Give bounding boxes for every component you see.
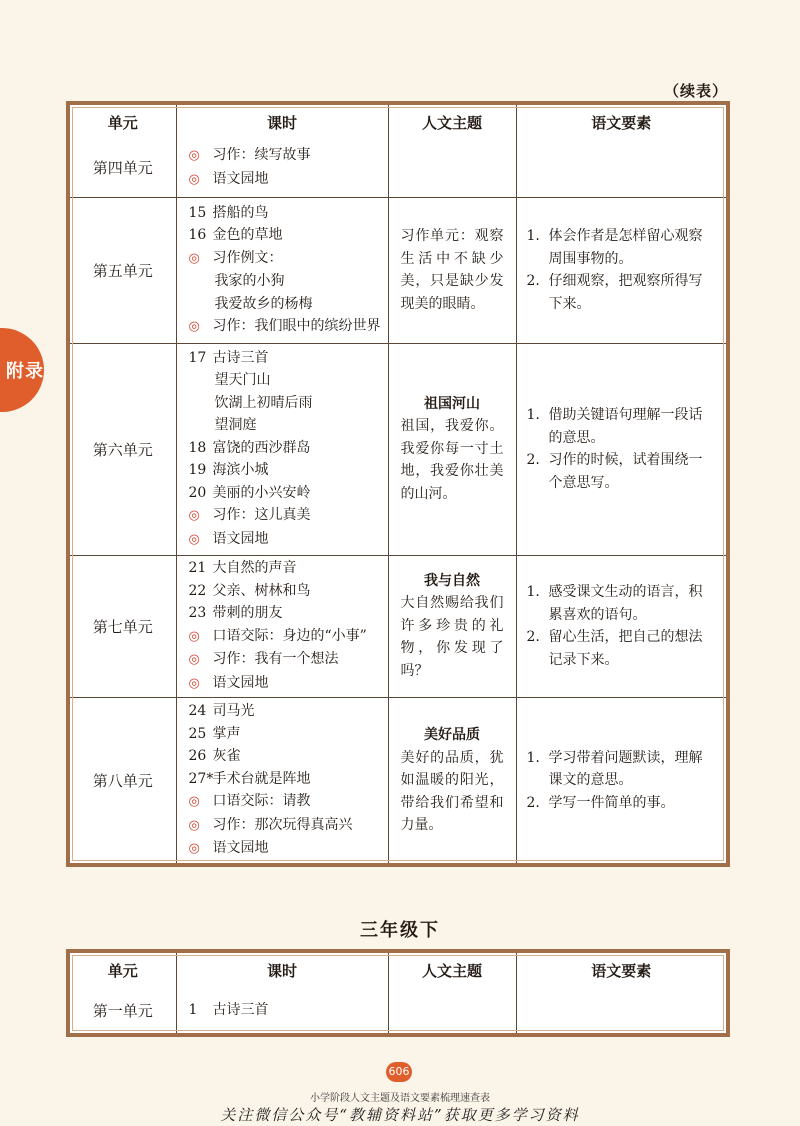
theme-cell [388,197,516,343]
header-theme: 人文主题 [388,953,516,987]
lesson-item [189,504,388,528]
theme-text: 美好的品质，犹如温暖的阳光，带给我们希望和力量。 [400,749,504,833]
page-number: 606 [386,1062,412,1082]
lessons-cell [176,555,388,697]
lesson-number: 16 [188,227,207,243]
bullet-icon: ◎ [188,508,200,524]
lesson-title: 手术台就是阵地 [212,770,311,787]
element-number: 1. [526,584,540,600]
lesson-item [189,482,388,505]
lesson-item [189,459,388,482]
element-item [527,581,717,626]
table-row [70,139,726,197]
lesson-title: 习作：我有一个想法 [212,651,339,667]
curriculum-table-2-frame [66,949,730,1037]
lesson-item [189,202,388,225]
table-header-row [70,105,726,139]
header-unit: 单元 [70,105,176,139]
lesson-title: 习作：我们眼中的缤纷世界 [212,318,381,334]
lesson-number: 27* [188,770,214,787]
lesson-number: 24 [188,703,207,719]
table-row [70,697,726,863]
element-number: 1. [526,407,540,423]
element-number: 2. [526,629,540,645]
lesson-item [189,437,388,460]
element-text: 体会作者是怎样留心观察周围事物的。 [548,228,703,267]
header-elements: 语文要素 [516,105,726,139]
bullet-icon: ◎ [188,171,200,187]
element-number: 1. [526,228,540,244]
header-theme: 人文主题 [388,105,516,139]
table-row [70,987,726,1033]
lesson-number: 19 [188,462,207,479]
lessons-cell [176,343,388,555]
lesson-number: 18 [188,439,207,456]
lesson-item [189,247,388,271]
lesson-title: 搭船的鸟 [212,204,269,221]
continued-label: （续表） [663,82,728,100]
bullet-icon: ◎ [188,250,200,266]
element-text: 留心生活，把自己的想法记录下来。 [548,629,703,668]
element-number: 2. [526,452,540,468]
unit-cell: 第七单元 [70,555,176,697]
bullet-icon: ◎ [188,652,200,667]
unit-cell: 第六单元 [70,343,176,555]
lesson-item [189,790,388,814]
lesson-item [189,672,388,696]
lesson-title: 习作例文： [212,249,283,266]
footer-title: 小学阶段人文主题及语文要素梳理速查表 [310,1093,490,1104]
lessons-cell [176,197,388,343]
lesson-title: 习作：这儿真美 [212,507,311,524]
lesson-item [189,745,388,768]
element-item [527,449,717,494]
lesson-number: 22 [188,582,207,599]
lesson-title: 我家的小狗 [214,273,285,289]
watermark-text: 关注微信公众号“教辅资料站”获取更多学习资料 [220,1106,580,1124]
lesson-item [189,293,388,316]
lesson-title: 大自然的声音 [212,560,297,576]
lesson-item [189,392,388,415]
lesson-title: 父亲、树林和鸟 [212,582,311,599]
bullet-icon: ◎ [188,148,200,164]
bullet-icon: ◎ [188,794,200,809]
lessons-cell [176,987,388,1033]
element-item [527,747,717,792]
element-item [527,270,717,315]
theme-title: 美好品质 [424,727,480,743]
bullet-icon: ◎ [188,531,200,547]
lesson-item [189,315,388,339]
elements-cell [516,987,726,1033]
header-unit: 单元 [70,953,176,987]
elements-cell [516,697,726,863]
theme-text: 大自然赐给我们许多珍贵的礼物，你发现了吗？ [400,595,504,679]
lesson-title: 海滨小城 [212,462,269,479]
unit-cell: 第五单元 [70,197,176,343]
element-text: 感受课文生动的语言，积累喜欢的语句。 [548,584,703,623]
table-header-row [70,953,726,987]
lesson-item [189,580,388,603]
lesson-title: 金色的草地 [212,227,283,243]
lesson-number: 15 [188,204,207,221]
appendix-side-tab-label: 附录 [6,361,44,382]
lesson-title: 我爱故乡的杨梅 [214,295,313,312]
lesson-number: 23 [188,605,207,621]
lesson-item [189,648,388,672]
theme-cell [388,987,516,1033]
lessons-cell [176,697,388,863]
lesson-title: 语文园地 [212,170,269,187]
lesson-item [189,768,388,791]
lesson-title: 掌声 [212,725,241,742]
lesson-title: 古诗三首 [212,349,269,366]
lesson-title: 习作：续写故事 [212,147,311,164]
element-item [527,792,717,815]
lesson-number: 25 [188,725,207,742]
lesson-item [189,528,388,552]
unit-cell: 第一单元 [70,987,176,1033]
unit-cell: 第四单元 [70,139,176,197]
lesson-item [189,814,388,838]
grade-title: 三年级下 [360,920,440,941]
theme-cell [388,697,516,863]
element-item [527,225,717,270]
lesson-item [189,723,388,746]
element-text: 习作的时候，试着围绕一个意思写。 [548,452,703,491]
element-text: 借助关键语句理解一段话的意思。 [548,407,703,446]
element-text: 学写一件简单的事。 [548,794,675,811]
element-number: 2. [526,273,540,289]
lesson-item [189,625,388,649]
lesson-item [189,837,388,861]
unit-cell: 第八单元 [70,697,176,863]
element-item [527,404,717,449]
header-lessons: 课时 [176,105,388,139]
elements-cell [516,139,726,197]
elements-cell [516,343,726,555]
bullet-icon: ◎ [188,817,200,833]
lesson-item [189,700,388,723]
lesson-title: 古诗三首 [212,1001,269,1018]
lesson-title: 口语交际：请教 [212,793,311,809]
lesson-title: 语文园地 [212,840,269,856]
lesson-title: 带刺的朋友 [212,605,283,621]
lesson-title: 语文园地 [212,530,269,547]
theme-title: 祖国河山 [424,395,480,412]
lesson-title: 望洞庭 [214,417,257,434]
lesson-item [189,557,388,580]
lesson-item [189,270,388,293]
appendix-side-tab[interactable] [0,328,44,412]
lesson-item [189,347,388,370]
element-number: 2. [526,794,540,811]
lesson-item [189,168,388,192]
lesson-number: 17 [188,349,207,366]
table-row [70,555,726,697]
lesson-title: 美丽的小兴安岭 [212,484,311,501]
lesson-item [189,602,388,625]
element-item [527,626,717,671]
elements-cell [516,197,726,343]
header-lessons: 课时 [176,953,388,987]
lesson-number: 26 [188,748,207,764]
elements-cell [516,555,726,697]
lesson-title: 灰雀 [212,748,241,764]
lesson-title: 饮湖上初晴后雨 [214,394,313,411]
theme-cell [388,139,516,197]
lesson-number: 21 [188,560,207,576]
lesson-title: 口语交际：身边的“小事” [212,627,367,644]
lesson-number: 1 [188,1001,198,1018]
element-text: 学习带着问题默读，理解课文的意思。 [548,749,703,788]
curriculum-table-frame [66,101,730,867]
lesson-title: 司马光 [212,703,255,719]
curriculum-table-2 [70,953,726,1033]
lesson-item [189,369,388,392]
lesson-title: 习作：那次玩得真高兴 [212,816,353,833]
theme-text: 习作单元：观察生活中不缺少美，只是缺少发现美的眼睛。 [400,228,504,312]
lesson-title: 望天门山 [214,372,271,389]
element-text: 仔细观察，把观察所得写下来。 [548,273,703,312]
bullet-icon: ◎ [188,841,200,856]
lesson-item [189,999,388,1022]
element-number: 1. [526,749,540,766]
theme-text: 祖国，我爱你。我爱你每一寸土地，我爱你壮美的山河。 [400,418,504,502]
lesson-title: 富饶的西沙群岛 [212,439,311,456]
theme-cell [388,343,516,555]
table-row [70,197,726,343]
curriculum-table [70,105,726,863]
bullet-icon: ◎ [188,319,200,334]
lesson-number: 20 [188,484,207,501]
lesson-item [189,414,388,437]
lesson-item [189,224,388,247]
bullet-icon: ◎ [188,675,200,691]
header-elements: 语文要素 [516,953,726,987]
theme-title: 我与自然 [424,572,480,589]
theme-cell [388,555,516,697]
table-row [70,343,726,555]
bullet-icon: ◎ [188,628,200,644]
lesson-title: 语文园地 [212,674,269,691]
lessons-cell [176,139,388,197]
lesson-item [189,144,388,168]
